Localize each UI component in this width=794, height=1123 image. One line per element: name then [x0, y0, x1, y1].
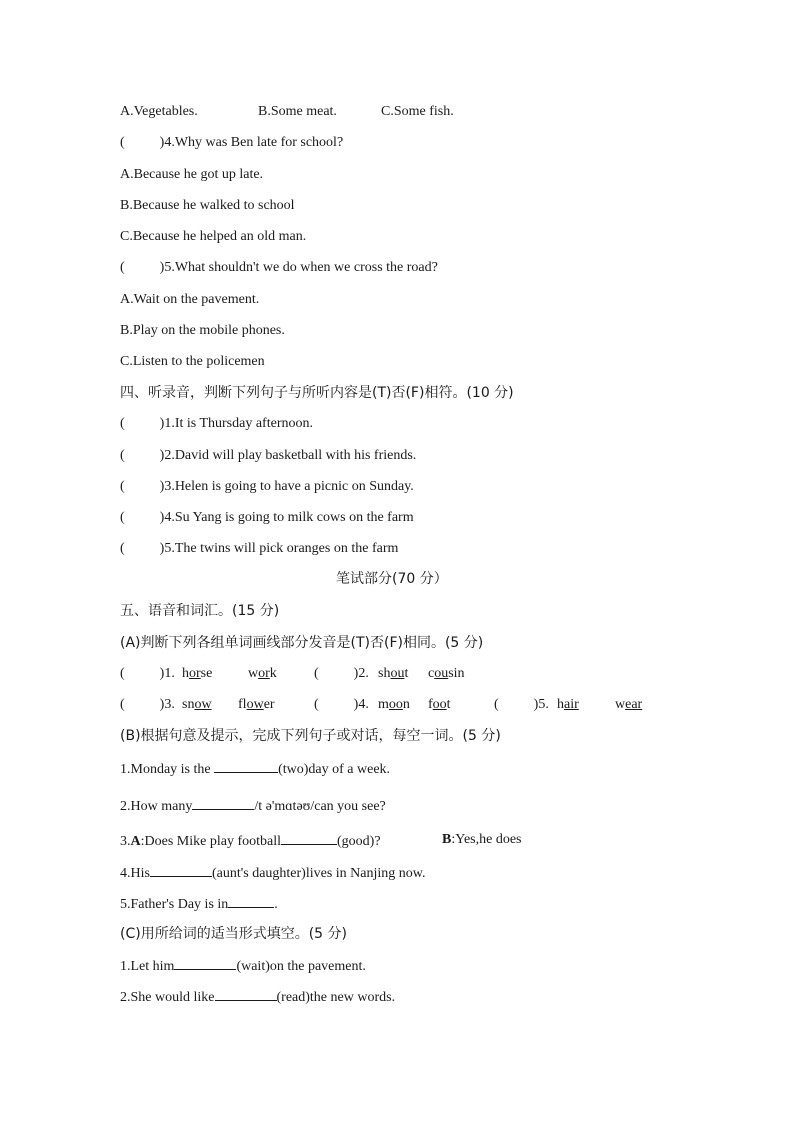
section-4-item-5: ( )5.The twins will pick oranges on the farm	[120, 541, 399, 556]
word-moon: moon	[378, 697, 410, 712]
word-horse: horse	[182, 666, 213, 681]
section-4-item-1: ( )1.It is Thursday afternoon.	[120, 416, 313, 431]
answer-blank[interactable]	[281, 831, 337, 845]
part-a-item-4-paren: ( )4.	[314, 697, 369, 712]
question-5-text: ( )5.What shouldn't we do when we cross the road?	[120, 260, 438, 275]
part-b-question-5: 5.Father's Day is in .	[120, 894, 278, 914]
word-foot: foot	[428, 697, 451, 712]
part-b-question-4: 4.His (aunt's daughter)lives in Nanjing now.	[120, 863, 425, 883]
answer-blank[interactable]	[214, 759, 278, 773]
part-b-question-2: 2.How many /t ə'mɑtəʊ/can you see?	[120, 796, 386, 816]
part-a-item-5-paren: ( )5.	[494, 697, 549, 712]
section-4-item-3: ( )3.Helen is going to have a picnic on Sunday.	[120, 479, 414, 494]
section-4-item-4: ( )4.Su Yang is going to milk cows on the farm	[120, 510, 414, 525]
part-c-heading: (C)用所给词的适当形式填空。(5 分)	[120, 926, 347, 942]
part-b-question-1: 1.Monday is the (two)day of a week.	[120, 759, 390, 779]
word-flower: flower	[238, 697, 275, 712]
word-wear: wear	[615, 697, 643, 712]
section-5-heading: 五、语音和词汇。(15 分)	[120, 603, 280, 619]
word-shout: shout	[378, 666, 409, 681]
q4-option-b: B.Because he walked to school	[120, 198, 295, 213]
answer-blank[interactable]	[174, 956, 236, 970]
part-b-question-3-answer: B:Yes,he does	[442, 832, 522, 847]
q5-option-c: C.Listen to the policemen	[120, 354, 265, 369]
part-a-item-2-paren: ( )2.	[314, 666, 369, 681]
q4-option-a: A.Because he got up late.	[120, 167, 264, 182]
answer-blank[interactable]	[215, 987, 277, 1001]
q5-option-a: A.Wait on the pavement.	[120, 292, 260, 307]
answer-blank[interactable]	[228, 894, 274, 908]
question-4-text: ( )4.Why was Ben late for school?	[120, 135, 344, 150]
written-part-title: 笔试部分(70 分）	[336, 571, 448, 587]
option-b-some-meat: B.Some meat.	[258, 104, 337, 119]
q4-option-c: C.Because he helped an old man.	[120, 229, 307, 244]
answer-blank[interactable]	[192, 796, 254, 810]
part-c-question-2: 2.She would like (read)the new words.	[120, 987, 395, 1007]
q5-option-b: B.Play on the mobile phones.	[120, 323, 285, 338]
part-c-question-1: 1.Let him (wait)on the pavement.	[120, 956, 366, 976]
option-a-vegetables: A.Vegetables.	[120, 104, 198, 119]
word-work: work	[248, 666, 277, 681]
part-a-heading: (A)判断下列各组单词画线部分发音是(T)否(F)相同。(5 分)	[120, 635, 484, 651]
word-snow: snow	[182, 697, 212, 712]
word-cousin: cousin	[428, 666, 465, 681]
option-c-some-fish: C.Some fish.	[381, 104, 454, 119]
part-a-item-3-paren: ( )3.	[120, 697, 175, 712]
part-b-heading: (B)根据句意及提示，完成下列句子或对话，每空一词。(5 分)	[120, 728, 501, 744]
section-4-item-2: ( )2.David will play basketball with his friends.	[120, 448, 417, 463]
part-b-question-3: 3.A:Does Mike play football (good)?	[120, 831, 381, 851]
word-hair: hair	[557, 697, 579, 712]
part-a-item-1-paren: ( )1.	[120, 666, 175, 681]
answer-blank[interactable]	[150, 863, 212, 877]
section-4-heading: 四、听录音，判断下列句子与所听内容是(T)否(F)相符。(10 分)	[120, 385, 514, 401]
